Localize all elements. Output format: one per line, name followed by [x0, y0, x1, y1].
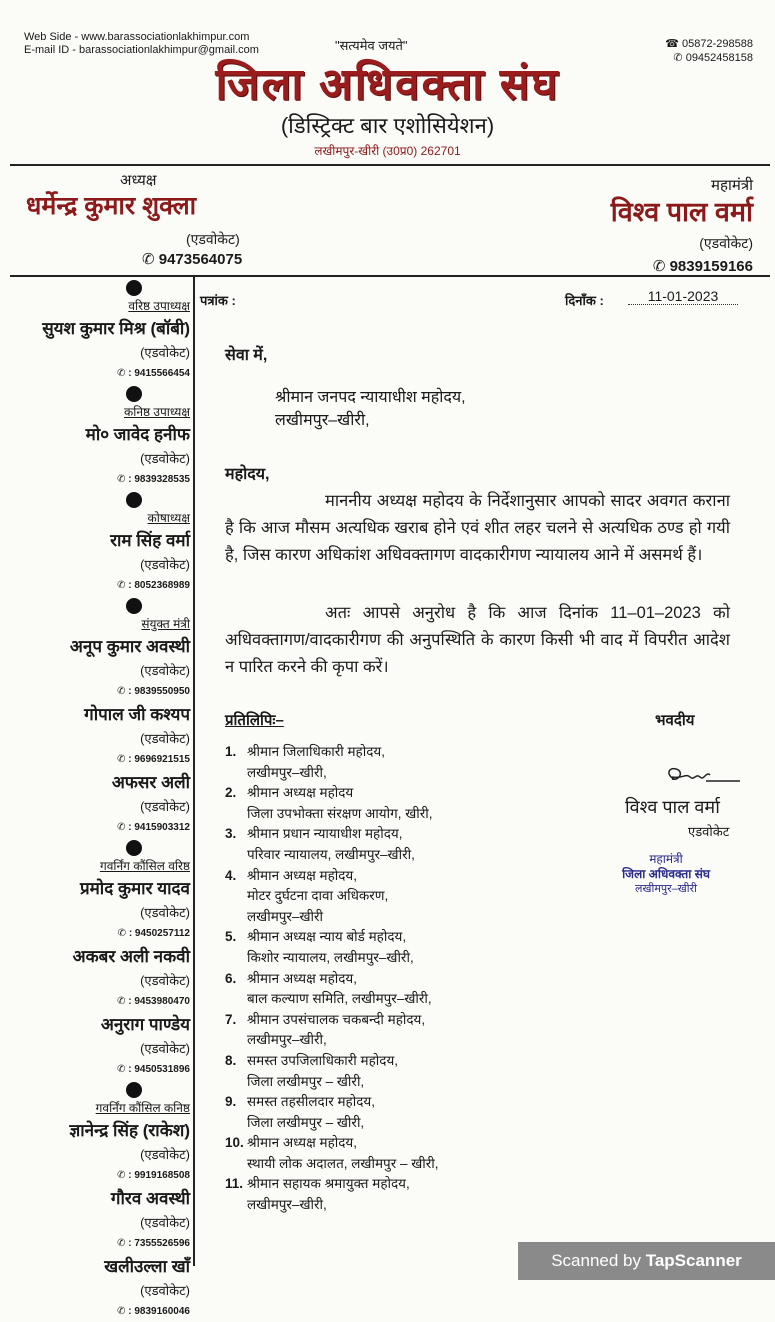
salutation: महोदय, — [225, 466, 270, 483]
president-name: धर्मेन्द्र कुमार शुक्ला — [26, 192, 197, 220]
member-phone: ✆ : 9450257112 — [117, 928, 190, 939]
member-phone: ✆ : 9453980470 — [117, 996, 190, 1007]
stamp-line: लखीमपुर–खीरी — [635, 883, 697, 895]
member-title: (एडवोकेट) — [140, 799, 190, 814]
cc-item — [225, 969, 525, 1010]
cc-line: लखीमपुर–खीरी, — [247, 764, 327, 780]
cc-line: श्रीमान अध्यक्ष महोदय, — [247, 867, 358, 883]
member-title: (एडवोकेट) — [140, 1147, 190, 1162]
member-title: (एडवोकेट) — [140, 345, 190, 360]
stamp-line: महामंत्री — [649, 852, 683, 866]
member-title: (एडवोकेट) — [140, 1215, 190, 1230]
divider — [10, 164, 770, 166]
ref-label: पत्रांक : — [200, 293, 236, 308]
member-name: अनूप कुमार अवस्थी — [69, 637, 190, 656]
member-phone: ✆ : 7355526596 — [117, 1238, 190, 1249]
cc-item — [225, 742, 525, 783]
member-entry — [0, 598, 190, 702]
cc-number: 2. — [225, 785, 237, 801]
cc-label: प्रतिलिपिः– — [225, 712, 284, 729]
member-role: कोषाध्यक्ष — [147, 511, 190, 525]
member-name: गोपाल जी कश्यप — [84, 705, 190, 724]
cc-number: 3. — [225, 826, 237, 842]
org-title: जिला अधिवक्ता संघ — [215, 60, 560, 109]
paragraph-1: माननीय अध्यक्ष महोदय के निर्देशानुसार आपको सादर अवगत कराना है कि आज मौसम अत्यधिक खराब होने एवं शीत लहर चलने से अत्यधिक ठण्ड हो गयी है, जिस कारण अधिकांश अधिवक्तागण वादकारीगण न्यायालय आने में असमर्थ हैं। — [225, 492, 730, 564]
member-title: (एडवोकेट) — [140, 1283, 190, 1298]
member-name: अनुराग पाण्डेय — [100, 1015, 190, 1034]
member-entry — [0, 1186, 190, 1254]
member-role: संयुक्त मंत्री — [141, 617, 190, 631]
divider — [10, 275, 770, 277]
cc-line: जिला लखीमपुर – खीरी, — [247, 1073, 365, 1089]
cc-item — [225, 783, 525, 824]
office-bearers-list — [0, 278, 190, 1322]
column-divider — [193, 276, 195, 1266]
member-phone: ✆ : 9450531896 — [117, 1064, 190, 1075]
closing: भवदीय — [655, 712, 695, 729]
cc-line: समस्त तहसीलदार महोदय, — [247, 1094, 375, 1110]
member-title: (एडवोकेट) — [140, 731, 190, 746]
president-title: (एडवोकेट) — [186, 231, 240, 247]
addressee-line2: लखीमपुर–खीरी, — [275, 412, 370, 429]
member-name: गौरव अवस्थी — [110, 1189, 190, 1208]
member-name: प्रमोद कुमार यादव — [79, 879, 190, 898]
member-role: कनिष्ठ उपाध्यक्ष — [124, 405, 190, 419]
member-role: वरिष्ठ उपाध्यक्ष — [128, 299, 190, 313]
member-name: खलीउल्ला खाँ — [104, 1257, 190, 1276]
member-entry — [0, 1012, 190, 1080]
member-entry — [0, 770, 190, 838]
watermark-brand: TapScanner — [645, 1251, 742, 1270]
cc-number: 7. — [225, 1011, 237, 1027]
cc-line: श्रीमान अध्यक्ष न्याय बोर्ड महोदय, — [247, 929, 407, 945]
member-phone: ✆ : 9415903312 — [117, 822, 190, 833]
member-phone: ✆ : 9839328535 — [117, 474, 190, 485]
stamp-line: जिला अधिवक्ता संघ — [622, 867, 710, 881]
bullet-icon — [126, 492, 142, 508]
org-subtitle: (डिस्ट्रिक्ट बार एशोसियेशन) — [280, 113, 495, 138]
cc-line: श्रीमान जिलाधिकारी महोदय, — [247, 744, 385, 759]
member-role: गवर्निंग कौंसिल वरिष्ठ — [99, 859, 190, 873]
member-name: अकबर अली नकवी — [72, 947, 190, 966]
member-entry — [0, 702, 190, 770]
cc-number: 6. — [225, 970, 237, 986]
secretary-phone: ✆ 9839159166 — [652, 258, 753, 275]
cc-line: मोटर दुर्घटना दावा अधिकरण, — [247, 888, 389, 904]
member-title: (एडवोकेट) — [140, 557, 190, 572]
cc-line: लखीमपुर–खीरी, — [247, 1197, 327, 1213]
website: Web Side - www.barassociationlakhimpur.com — [24, 31, 250, 43]
date-label: दिनाँक : — [565, 293, 604, 308]
cc-item — [225, 1174, 525, 1215]
cc-item — [225, 866, 525, 928]
cc-number: 9. — [225, 1094, 237, 1110]
cc-number: 5. — [225, 929, 237, 945]
cc-item — [225, 1092, 525, 1133]
cc-number: 1. — [225, 744, 237, 759]
cc-line: जिला उपभोक्ता संरक्षण आयोग, खीरी, — [247, 805, 433, 821]
watermark-prefix: Scanned by — [551, 1251, 646, 1270]
cc-item — [225, 824, 525, 865]
bullet-icon — [126, 280, 142, 296]
member-title: (एडवोकेट) — [140, 663, 190, 678]
member-entry — [0, 280, 190, 384]
mobile: ✆ 09452458158 — [673, 52, 753, 64]
addressee-line1: श्रीमान जनपद न्यायाधीश महोदय, — [275, 389, 466, 406]
cc-item — [225, 1010, 525, 1051]
cc-line: स्थायी लोक अदालत, लखीमपुर – खीरी, — [247, 1155, 439, 1171]
member-entry — [0, 492, 190, 596]
cc-line: श्रीमान उपसंचालक चकबन्दी महोदय, — [247, 1011, 426, 1027]
member-name: मो० जावेद हनीफ — [85, 425, 190, 444]
member-phone: ✆ : 8052368989 — [117, 580, 190, 591]
official-stamp — [596, 852, 736, 897]
cc-line: श्रीमान प्रधान न्यायाधीश महोदय, — [247, 826, 403, 842]
member-entry — [0, 1254, 190, 1322]
signer-title: एडवोकेट — [688, 824, 730, 839]
member-phone: ✆ : 9919168508 — [117, 1170, 190, 1181]
cc-line: लखीमपुर–खीरी, — [247, 1032, 327, 1048]
scanner-watermark — [518, 1242, 775, 1280]
cc-line: समस्त उपजिलाधिकारी महोदय, — [247, 1052, 399, 1068]
cc-list — [225, 742, 525, 1216]
bullet-icon — [126, 598, 142, 614]
bullet-icon — [126, 386, 142, 402]
cc-line: श्रीमान अध्यक्ष महोदय — [247, 785, 354, 801]
cc-line: श्रीमान अध्यक्ष महोदय, — [247, 970, 358, 986]
bullet-icon — [126, 1082, 142, 1098]
cc-number: 4. — [225, 867, 237, 883]
member-title: (एडवोकेट) — [140, 1041, 190, 1056]
member-entry — [0, 944, 190, 1012]
cc-line: किशोर न्यायालय, लखीमपुर–खीरी, — [247, 949, 414, 965]
email: E-mail ID - barassociationlakhimpur@gmail.com — [24, 44, 259, 56]
member-entry — [0, 386, 190, 490]
secretary-role: महामंत्री — [711, 177, 753, 194]
cc-line: श्रीमान सहायक श्रमायुक्त महोदय, — [247, 1176, 410, 1192]
member-title: (एडवोकेट) — [140, 973, 190, 988]
org-address: लखीमपुर-खीरी (उ0प्र0) 262701 — [314, 144, 461, 158]
member-name: सुयश कुमार मिश्र (बॉबी) — [42, 319, 190, 338]
president-phone: ✆ 9473564075 — [142, 251, 243, 268]
president-role: अध्यक्ष — [120, 172, 157, 189]
cc-number: 10. — [225, 1135, 244, 1151]
date-value: 11-01-2023 — [628, 288, 738, 305]
cc-item — [225, 927, 525, 968]
member-name: अफसर अली — [111, 773, 190, 792]
bullet-icon — [126, 840, 142, 856]
cc-line: परिवार न्यायालय, लखीमपुर–खीरी, — [247, 846, 415, 862]
landline: ☎ 05872-298588 — [665, 38, 753, 50]
paragraph-2: अतः आपसे अनुरोध है कि आज दिनांक 11–01–2023 को अधिवक्तागण/वादकारीगण की अनुपस्थिति के कारण किसी भी वाद में विपरीत आदेश न पारित करने की कृपा करें। — [225, 604, 730, 676]
member-title: (एडवोकेट) — [140, 451, 190, 466]
cc-line: बाल कल्याण समिति, लखीमपुर–खीरी, — [247, 991, 432, 1007]
member-phone: ✆ : 9839160046 — [117, 1306, 190, 1317]
signer-name: विश्व पाल वर्मा — [625, 797, 720, 817]
secretary-title: (एडवोकेट) — [699, 235, 753, 251]
cc-line: श्रीमान अध्यक्ष महोदय, — [247, 1135, 358, 1151]
signature-icon — [660, 765, 745, 787]
cc-number: 11. — [225, 1176, 244, 1192]
cc-item — [225, 1133, 525, 1174]
member-entry — [0, 1082, 190, 1186]
member-phone: ✆ : 9839550950 — [117, 686, 190, 697]
cc-number: 8. — [225, 1052, 237, 1068]
member-name: ज्ञानेन्द्र सिंह (राकेश) — [69, 1121, 190, 1140]
motto: "सत्यमेव जयते" — [335, 38, 408, 53]
cc-line: लखीमपुर–खीरी — [247, 908, 324, 924]
member-phone: ✆ : 9696921515 — [117, 754, 190, 765]
cc-line: जिला लखीमपुर – खीरी, — [247, 1114, 365, 1130]
secretary-name: विश्व पाल वर्मा — [610, 197, 753, 227]
member-entry — [0, 840, 190, 944]
to-label: सेवा में, — [225, 347, 268, 364]
member-phone: ✆ : 9415566454 — [117, 368, 190, 379]
member-name: राम सिंह वर्मा — [110, 531, 190, 550]
member-title: (एडवोकेट) — [140, 905, 190, 920]
member-role: गवर्निंग कौंसिल कनिष्ठ — [95, 1101, 190, 1115]
cc-item — [225, 1051, 525, 1092]
